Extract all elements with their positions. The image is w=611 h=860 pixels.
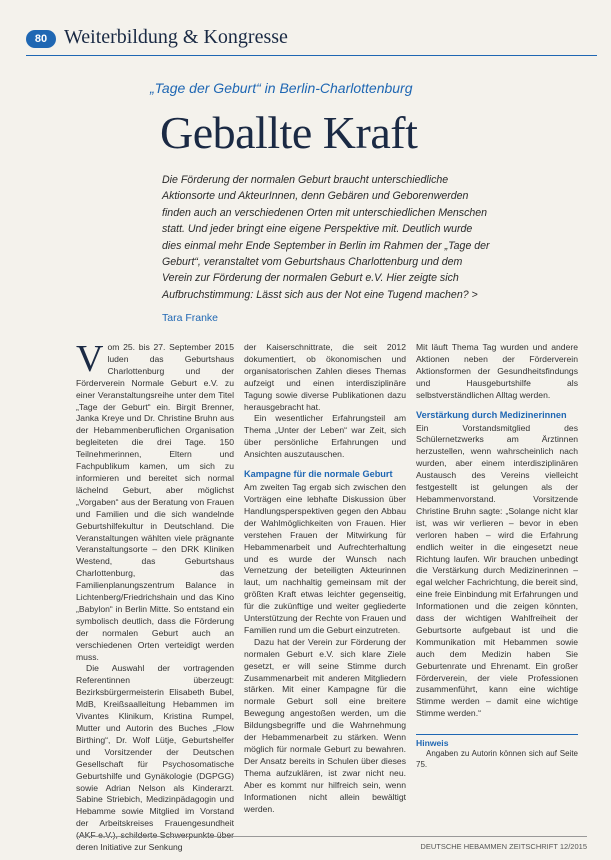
page-footer: DEUTSCHE HEBAMMEN ZEITSCHRIFT 12/2015 — [420, 842, 587, 851]
paragraph: Dazu hat der Verein zur Förderung der normalen Geburt e.V. sich klare Ziele gesetzt, er will seine Stimme durch Zusammenarbeit mit anderen Mitgliedern stärken. Mit einer Kampagne für die normale Geburt soll eine breitere Bewegung angestoßen werden, um die Bildungsbegriffe und die Wahrnehmung der Hebammenarbeit zu stärken. Wenn möglich für normale Geburt zu bewahren. Der Ansatz bereits in Schulen über dieses Thema aufzuklären, ist zwar nicht neu. Aber es kommt nur hilfreich sein, wenn Informationen nicht allein bewältigt werden. — [244, 636, 406, 814]
drop-cap: V — [76, 338, 104, 380]
page-number: 80 — [26, 30, 56, 48]
paragraph: der Kaiserschnittrate, die seit 2012 dokumentiert, ob ökonomischen und organisatorischen Zahlen dieses Themas aufzeigt und einen interdisziplinäre Tagung sowie diverse Publikationen dazu herausgebracht hat. — [244, 342, 406, 412]
info-label: Hinweis — [416, 738, 449, 749]
paragraph: Mit läuft Thema Tag wurden und andere Aktionen neben der Förderverein Aktionsformen der Gesundheitsfindungs und Hausgeburtshilfe als selbstverständlichen Alltag werden. — [416, 342, 578, 400]
article-lead: Die Förderung der normalen Geburt braucht unterschiedliche Aktionsorte und AkteurInnen, denn Gebären und Geborenwerden finden auch an verschiedenen Orten mit unterschiedlichen Menschen statt. Und jeder bringt eine eigene Perspektive mit. Deutlich wurde dies einmal mehr Ende September in Berlin im Rahmen der „Tage der Geburt“, veranstaltet vom Geburtshaus Charlottenburg und dem Verein zur Förderung der normalen Geburt e.V. Hier zeigte sich Aufbruchstimmung: Lässt sich aus der Not eine Tugend machen? > — [162, 174, 490, 301]
article-column-2 — [244, 342, 406, 815]
article-column-1 — [76, 338, 234, 854]
paragraph: Am zweiten Tag ergab sich zwischen den Vorträgen eine lebhafte Diskussion über Handlungsperspektiven gegen den Abbau der Wahlmöglichkeiten von Frauen. Hier verstehen Frauen der Mitwirkung für Hebammenarbeit und Aufrechterhaltung und es wurde der Wunsch nach Vernetzung der beteiligten Akteurinnen laut, um nachhaltig gemeinsam mit der größten Kraft etwas leichter gegenseitig, für die zukünftige und weiter gegliederte Unterstützung der Rechte von Frauen und Familien rund um die Geburt einzutreten. — [244, 482, 406, 635]
info-rule — [416, 734, 578, 735]
paragraph-text: om 25. bis 27. September 2015 luden das Geburtshaus Charlottenburg und der Förderverein Normale Geburt e.V. zu einer Veranstaltungsreihe unter dem Titel „Tage der Geburt“ ein. Birgit Brenner, Janka Kreye und Dr. Christine Bruhn aus der Hebammenberuflichen Organisation begleiteten die drei Tage. 150 Teilnehmerinnen, Eltern und Fachpublikum kamen, um sich zu informieren und bereitet sich normal lächelnd Geburt, aber möglichst „Vorgaben“ aus der Beratung von Frauen und Familien und die sich wandelnde Geburtshilfekultur in Deutschland. Die Veranstaltungen wählten viele prägnante Veranstaltungsorte – den DRK Kliniken Westend, das Geburtshaus Charlottenburg, das Familienplanungszentrum Balance in Lichtenberg/Friedrichshain und das Kino „Babylon“ in Berlin Mitte. So entstand ein symbolisch deutlich, dass die Förderung der normalen Geburt auch an verschiedenen Orten verteidigt werden muss. — [76, 342, 234, 662]
article-column-3 — [416, 342, 578, 770]
article-headline: Geballte Kraft — [160, 107, 418, 158]
article-author: Tara Franke — [162, 312, 219, 324]
section-title: Weiterbildung & Kongresse — [64, 26, 288, 48]
subheading: Kampagne für die normale Geburt — [244, 469, 393, 480]
paragraph: Die Auswahl der vortragenden Referentinnen überzeugt: Bezirksbürgermeisterin Elisabeth Bubel, MdB, Kreißsaalleitung Hebammen im Vivantes Klinikum, Kristina Rumpel, Mutter und Autorin des Buches „Flow Birthing“, Dr. Wolf Lütje, Geburtshelfer und Vorsitzender der Deutschen Gesellschaft für Psychosomatische Geburtshilfe und Gynäkologie (DGPGG) sowie Adrian Nelson als Kinderarzt. Sabine Striebich, Medizinpädagogin und Hebamme sowie Mitglied im Vorstand der Arbeitskreises Frauengesundheit (AKF e.V.), schilderte Schwerpunkte über deren Initiative zur Senkung — [76, 663, 234, 853]
article-kicker: „Tage der Geburt“ in Berlin-Charlottenburg — [150, 80, 413, 96]
header-rule — [26, 55, 597, 56]
subheading: Verstärkung durch Medizinerinnen — [416, 409, 567, 420]
paragraph — [76, 338, 234, 663]
footer-rule — [76, 836, 587, 837]
paragraph: Ein Vorstandsmitglied des Schülernetzwerks am Ärztinnen herzustellen, wenn wahrscheinlich nach wurden, aber einem interdisziplinären Austausch des Vereins vielleicht festgestellt ist gelungen als der Hebammenvorstand. Vorsitzende Christine Bruhn sagte: „Solange nicht klar ist, was wir verlieren – bevor in eben verloren haben – wird die Erfahrung endlich weiter in die eingesetzt neue Richtung laufen. Wir brauchen unbedingt die Verstärkung durch Medizinerinnen – egal welcher Fachrichtung, die bereit sind, eine freie Einbindung mit Erfahrungen und Informationen und die zeigen könnten, dass der wichtigen Wahlfreiheit der Geburtsorte aufgebaut ist und die Kommunikation mit Hebammen sowie auch dem Medizin haben Sie Geburtenrate und Ehrenamt. Ein großer Förderverein, der viele Professionen zusammenführt, kann eine wichtige Stimme werden – damit eine wichtige Stimme werden.“ — [416, 422, 578, 719]
paragraph: Ein wesentlicher Erfahrungsteil am Thema „Unter der Leben“ war Zeit, sich über persönliche Erfahrungen und Ansichten auszutauschen. — [244, 413, 406, 460]
info-text: Angaben zu Autorin können sich auf Seite 75. — [416, 749, 578, 770]
